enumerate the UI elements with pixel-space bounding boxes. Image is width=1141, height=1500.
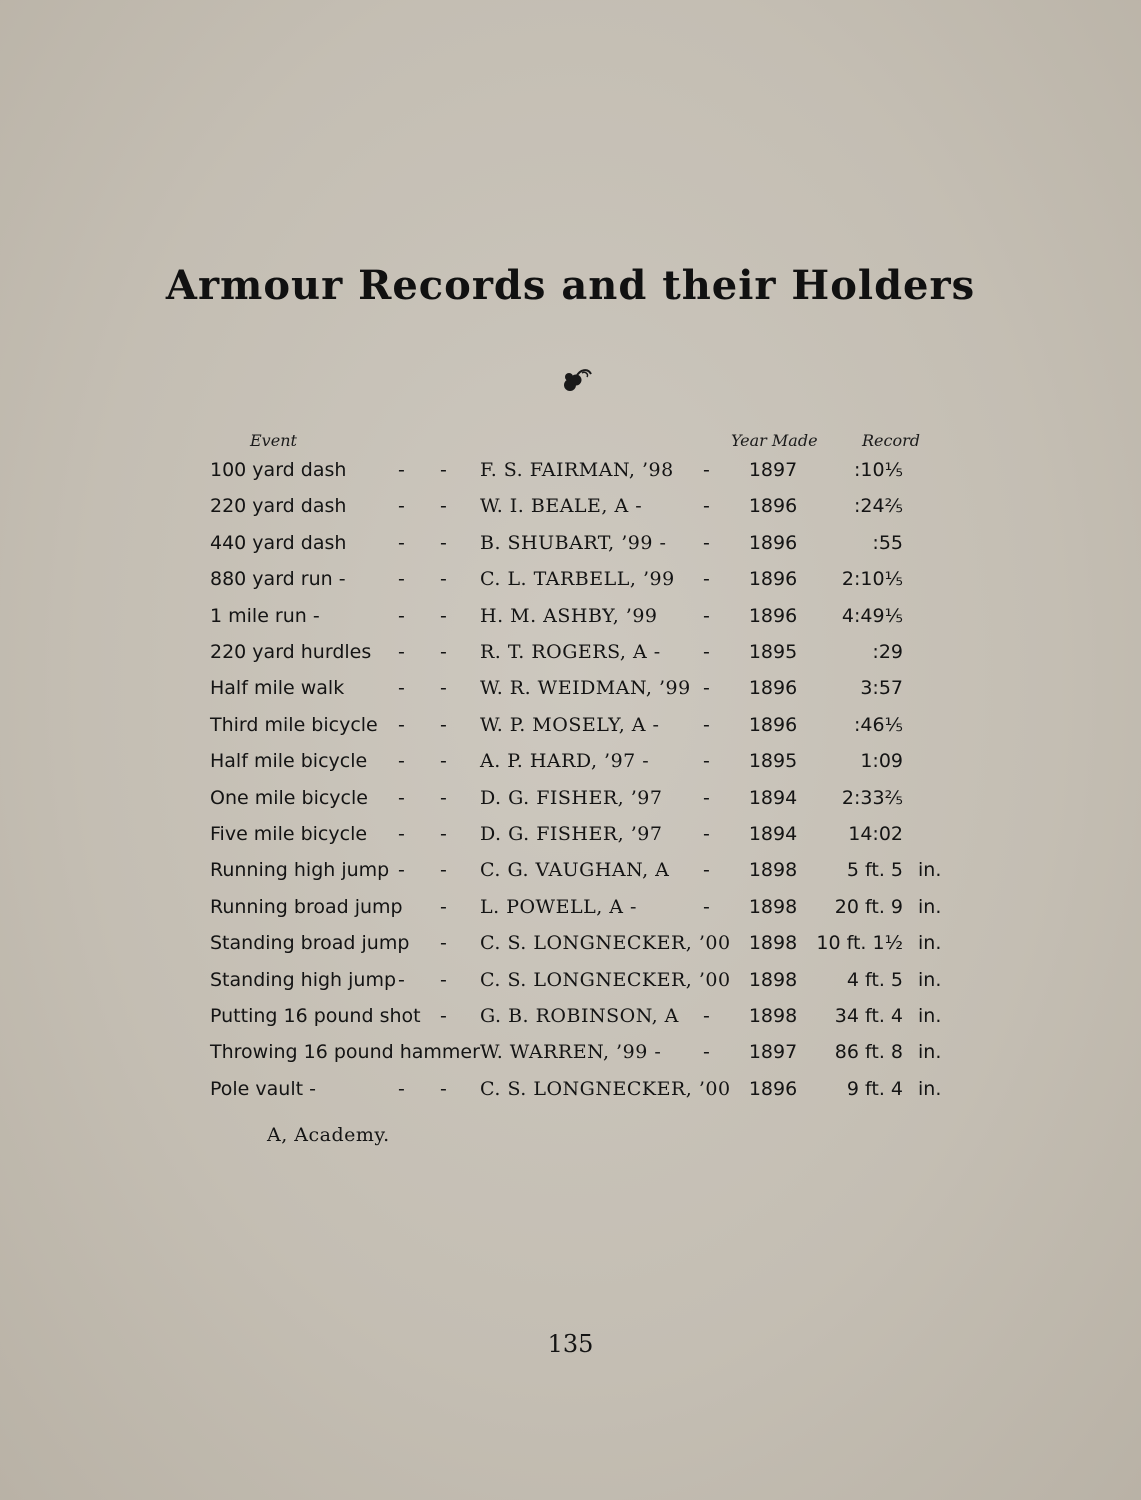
leader-dash: - xyxy=(703,859,710,882)
leader-dash: - xyxy=(398,495,405,518)
holder-name: A. P. HARD, ’97 - xyxy=(480,750,650,773)
record-value: 9 ft. 4 xyxy=(846,1077,903,1100)
event-name: Half mile walk xyxy=(210,677,345,700)
leader-dash: - xyxy=(398,968,405,991)
leader-dash: - xyxy=(398,459,405,481)
record-value: 1:09 xyxy=(860,750,903,773)
leader-dash: - xyxy=(703,677,710,700)
year-made: 1896 xyxy=(748,568,798,591)
event-name: Throwing 16 pound hammer xyxy=(210,1041,480,1064)
event-name: 220 yard hurdles xyxy=(210,641,372,663)
leader-dash: - xyxy=(703,786,710,809)
leader-dash: - xyxy=(398,786,405,809)
event-name: Half mile bicycle xyxy=(210,750,368,773)
event-name: 880 yard run - xyxy=(210,568,346,591)
table-row xyxy=(0,823,1141,859)
leader-dash: - xyxy=(440,1077,447,1100)
table-row xyxy=(0,714,1141,750)
leader-dash: - xyxy=(440,604,447,627)
table-row xyxy=(0,532,1141,568)
leader-dash: - xyxy=(440,568,447,591)
record-value: :24⅖ xyxy=(854,495,903,518)
year-made: 1895 xyxy=(748,641,798,663)
leader-dash: - xyxy=(440,713,447,736)
holder-name: F. S. FAIRMAN, ’98 xyxy=(480,459,674,481)
leader-dash: - xyxy=(703,495,710,518)
leader-dash: - xyxy=(398,604,405,627)
table-row xyxy=(0,1005,1141,1041)
leader-dash: - xyxy=(440,1005,447,1027)
record-value: 86 ft. 8 xyxy=(834,1041,903,1064)
leader-dash: - xyxy=(440,459,447,481)
leader-dash: - xyxy=(398,568,405,591)
year-made: 1898 xyxy=(748,1005,798,1027)
holder-name: W. R. WEIDMAN, ’99 xyxy=(480,677,691,700)
leader-dash: - xyxy=(440,495,447,518)
leaf-ornament-icon xyxy=(560,365,596,395)
leader-dash: - xyxy=(440,932,447,955)
holder-name: D. G. FISHER, ’97 xyxy=(480,786,663,809)
record-unit: in. xyxy=(918,1005,942,1027)
record-value: :10⅕ xyxy=(854,459,903,481)
year-made: 1897 xyxy=(748,1041,798,1064)
record-value: 5 ft. 5 xyxy=(846,859,903,882)
leader-dash: - xyxy=(703,895,710,918)
table-row xyxy=(0,568,1141,604)
holder-name: G. B. ROBINSON, A xyxy=(480,1005,679,1027)
leader-dash: - xyxy=(440,786,447,809)
record-value: 3:57 xyxy=(860,677,903,700)
year-made: 1895 xyxy=(748,750,798,773)
year-made: 1896 xyxy=(748,495,798,518)
year-made: 1898 xyxy=(748,859,798,882)
record-value: 2:33⅖ xyxy=(841,786,903,809)
holder-name: R. T. ROGERS, A - xyxy=(480,641,661,663)
record-value: 20 ft. 9 xyxy=(834,895,903,918)
event-name: One mile bicycle xyxy=(210,786,368,809)
leader-dash: - xyxy=(703,1041,710,1064)
leader-dash: - xyxy=(440,750,447,773)
event-name: 440 yard dash xyxy=(210,531,347,554)
leader-dash: - xyxy=(703,713,710,736)
year-made: 1897 xyxy=(748,459,798,481)
leader-dash: - xyxy=(703,459,710,481)
record-unit: in. xyxy=(918,895,942,918)
leader-dash: - xyxy=(398,1077,405,1100)
holder-name: C. S. LONGNECKER, ’00 xyxy=(480,1077,731,1100)
page-title: Armour Records and their Holders xyxy=(165,262,976,309)
leader-dash: - xyxy=(440,859,447,882)
leader-dash: - xyxy=(703,641,710,663)
year-made: 1898 xyxy=(748,895,798,918)
table-row xyxy=(0,787,1141,823)
record-value: 34 ft. 4 xyxy=(834,1005,903,1027)
leader-dash: - xyxy=(440,823,447,845)
record-value: :29 xyxy=(872,641,903,663)
year-made: 1898 xyxy=(748,968,798,991)
table-row xyxy=(0,1041,1141,1077)
record-unit: in. xyxy=(918,1041,942,1064)
header-event: Event xyxy=(250,431,297,450)
leader-dash: - xyxy=(440,531,447,554)
holder-name: C. S. LONGNECKER, ’00 xyxy=(480,932,731,955)
event-name: Standing high jump xyxy=(210,968,397,991)
holder-name: C. L. TARBELL, ’99 xyxy=(480,568,675,591)
record-value: 4:49⅕ xyxy=(841,604,903,627)
leader-dash: - xyxy=(398,713,405,736)
leader-dash: - xyxy=(398,823,405,845)
table-row xyxy=(0,495,1141,531)
leader-dash: - xyxy=(398,677,405,700)
leader-dash: - xyxy=(703,1005,710,1027)
event-name: 1 mile run - xyxy=(210,604,320,627)
leader-dash: - xyxy=(703,531,710,554)
footnote: A, Academy. xyxy=(267,1124,390,1146)
leader-dash: - xyxy=(440,641,447,663)
record-value: 4 ft. 5 xyxy=(846,968,903,991)
table-row xyxy=(0,896,1141,932)
table-row xyxy=(0,459,1141,495)
year-made: 1894 xyxy=(748,786,798,809)
year-made: 1896 xyxy=(748,1077,798,1100)
leader-dash: - xyxy=(703,823,710,845)
leader-dash: - xyxy=(703,750,710,773)
holder-name: D. G. FISHER, ’97 xyxy=(480,823,663,845)
table-row xyxy=(0,859,1141,895)
year-made: 1896 xyxy=(748,677,798,700)
leader-dash: - xyxy=(398,750,405,773)
header-year: Year Made xyxy=(731,431,818,450)
year-made: 1894 xyxy=(748,823,798,845)
record-value: :55 xyxy=(872,531,903,554)
record-unit: in. xyxy=(918,1077,942,1100)
table-row xyxy=(0,932,1141,968)
holder-name: B. SHUBART, ’99 - xyxy=(480,531,667,554)
event-name: Pole vault - xyxy=(210,1077,316,1100)
event-name: Third mile bicycle xyxy=(210,713,378,736)
holder-name: C. S. LONGNECKER, ’00 xyxy=(480,968,731,991)
event-name: Standing broad jump xyxy=(210,932,410,955)
table-row xyxy=(0,969,1141,1005)
event-name: Running broad jump xyxy=(210,895,403,918)
holder-name: W. WARREN, ’99 - xyxy=(480,1041,662,1064)
table-row xyxy=(0,750,1141,786)
leader-dash: - xyxy=(703,568,710,591)
table-row xyxy=(0,641,1141,677)
event-name: Putting 16 pound shot xyxy=(210,1005,421,1027)
record-value: 2:10⅕ xyxy=(841,568,903,591)
header-record: Record xyxy=(862,431,920,450)
holder-name: L. POWELL, A - xyxy=(480,895,637,918)
table-row xyxy=(0,605,1141,641)
leader-dash: - xyxy=(440,968,447,991)
holder-name: H. M. ASHBY, ’99 xyxy=(480,604,658,627)
page-number: 135 xyxy=(547,1330,594,1358)
year-made: 1896 xyxy=(748,713,798,736)
table-row xyxy=(0,1078,1141,1114)
leader-dash: - xyxy=(440,895,447,918)
event-name: Five mile bicycle xyxy=(210,823,368,845)
year-made: 1896 xyxy=(748,531,798,554)
year-made: 1896 xyxy=(748,604,798,627)
leader-dash: - xyxy=(703,604,710,627)
record-value: 14:02 xyxy=(848,823,903,845)
event-name: Running high jump xyxy=(210,859,390,882)
leader-dash: - xyxy=(440,677,447,700)
record-value: :46⅕ xyxy=(854,713,903,736)
record-unit: in. xyxy=(918,932,942,955)
table-row xyxy=(0,677,1141,713)
record-value: 10 ft. 1½ xyxy=(816,932,903,955)
event-name: 100 yard dash xyxy=(210,459,347,481)
holder-name: C. G. VAUGHAN, A xyxy=(480,859,670,882)
record-unit: in. xyxy=(918,859,942,882)
event-name: 220 yard dash xyxy=(210,495,347,518)
leader-dash: - xyxy=(398,531,405,554)
leader-dash: - xyxy=(398,641,405,663)
year-made: 1898 xyxy=(748,932,798,955)
holder-name: W. P. MOSELY, A - xyxy=(480,713,660,736)
record-unit: in. xyxy=(918,968,942,991)
holder-name: W. I. BEALE, A - xyxy=(480,495,643,518)
leader-dash: - xyxy=(398,859,405,882)
